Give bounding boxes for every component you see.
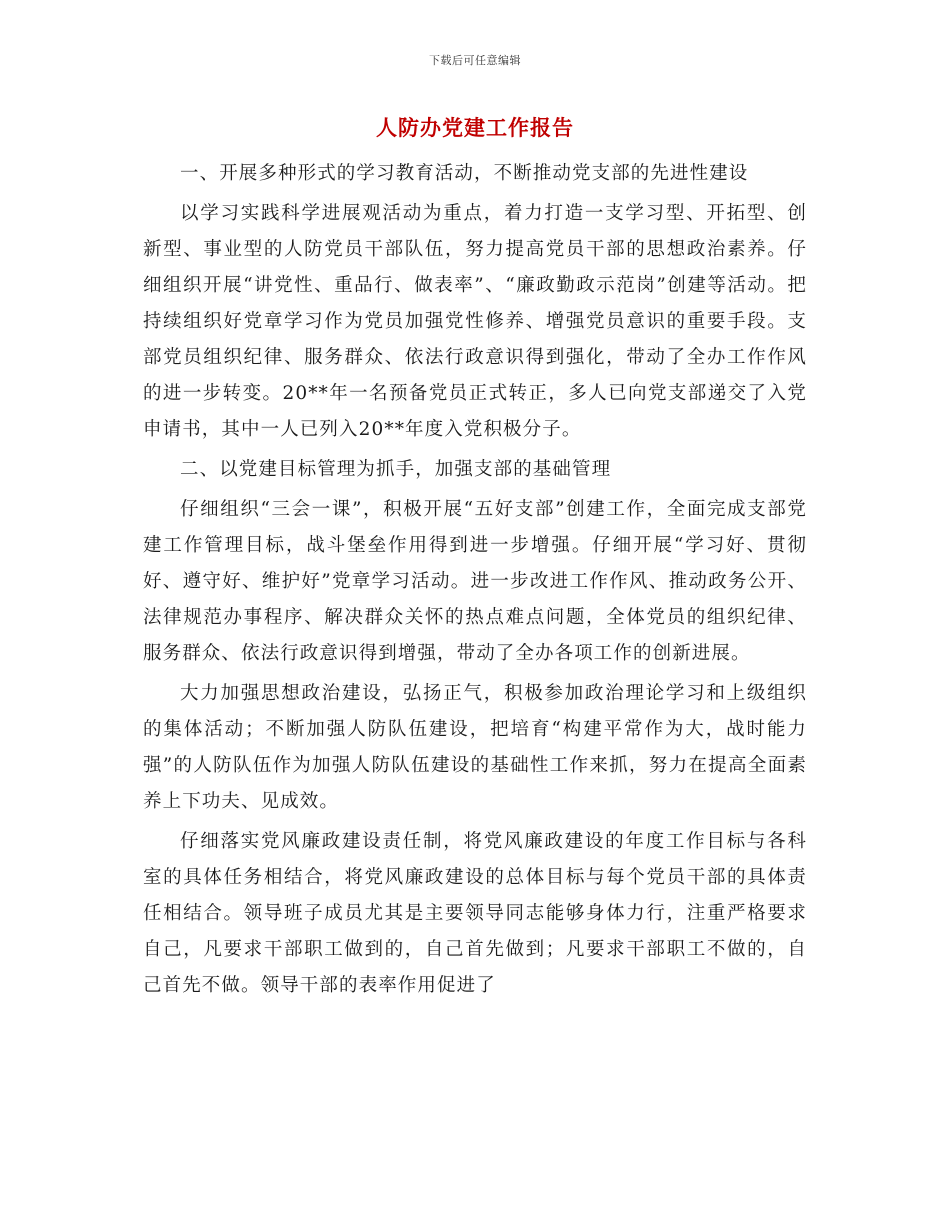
paragraph-4: 仔细落实党风廉政建设责任制，将党风廉政建设的年度工作目标与各科室的具体任务相结合，将党风廉政建设的总体目标与每个党员干部的具体责任相结合。领导班子成员尤其是主要领导同志能够身体力行，注重严格要求自己，凡要求干部职工做到的，自己首先做到；凡要求干部职工不做的，自己首先不做。领导干部的表率作用促进了 — [143, 831, 807, 996]
header-note: 下载后可任意编辑 — [429, 54, 521, 67]
paragraph-3: 大力加强思想政治建设，弘扬正气，积极参加政治理论学习和上级组织的集体活动；不断加强人防队伍建设，把培育“构建平常作为大，战时能力强”的人防队伍作为加强人防队伍建设的基础性工作来抓，努力在提高全面素养上下功夫、见成效。 — [143, 683, 807, 812]
document-title: 人防办党建工作报告 — [376, 115, 574, 140]
paragraph-1: 以学习实践科学进展观活动为重点，着力打造一支学习型、开拓型、创新型、事业型的人防党员干部队伍，努力提高党员干部的思想政治素养。仔细组织开展“讲党性、重品行、做表率”、“廉政勤政示范岗”创建等活动。把持续组织好党章学习作为党员加强党性修养、增强党员意识的重要手段。支部党员组织纪律、服务群众、依法行政意识得到强化，带动了全办工作作风的进一步转变。20**年一名预备党员正式转正，多人已向党支部递交了入党申请书，其中一人已列入20**年度入党积极分子。 — [143, 203, 807, 440]
paragraph-2: 仔细组织“三会一课”，积极开展“五好支部”创建工作，全面完成支部党建工作管理目标，战斗堡垒作用得到进一步增强。仔细开展“学习好、贯彻好、遵守好、维护好”党章学习活动。进一步改进工作作风、推动政务公开、法律规范办事程序、解决群众关怀的热点难点问题，全体党员的组织纪律、服务群众、依法行政意识得到增强，带动了全办各项工作的创新进展。 — [143, 499, 807, 664]
section-heading-1: 一、开展多种形式的学习教育活动，不断推动党支部的先进性建设 — [180, 163, 749, 184]
document-body — [143, 156, 807, 1004]
section-heading-2: 二、以党建目标管理为抓手，加强支部的基础管理 — [180, 459, 612, 480]
